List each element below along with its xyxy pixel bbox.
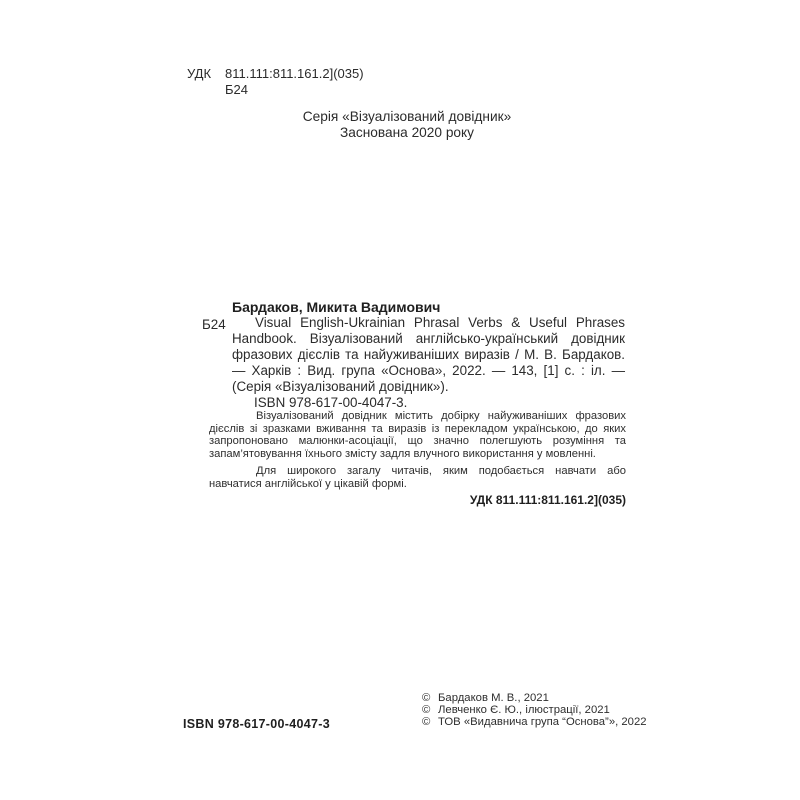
udc-label: УДК	[187, 66, 212, 81]
annotation-paragraph-1: Візуалізований довідник містить добірку найуживаніших фразових дієслів зі зразками вживання та виразів із перекладом українською, до яких запропоновано малюнки-асоціації, що значно полегшують розуміння та запам’ятовування їхнього змісту задля влучного використання у мовленні.	[209, 410, 626, 461]
series-founded: Заснована 2020 року	[339, 124, 475, 140]
author-index-code-top: Б24	[225, 82, 248, 97]
series-block	[185, 109, 629, 140]
udc-value: 811.111:811.161.2](035)	[225, 66, 364, 81]
copyright-list	[422, 693, 647, 729]
udc-bottom-line: УДК 811.111:811.161.2](035)	[469, 493, 626, 508]
bibliographic-description: Visual English-Ukrainian Phrasal Verbs & Useful Phrases Handbook. Візуалізований англійсько-український довідник фразових дієслів та найуживаніших виразів / М. В. Бардаков. — Харків : Вид. група «Основа», 2022. — 143, [1] с. : іл. — (Серія «Візуалізований довідник»).	[232, 315, 625, 394]
annotation-paragraph-2: Для широкого загалу читачів, яким подобається навчати або навчатися англійської у цікавій формі.	[209, 464, 626, 490]
card-index-code: Б24	[202, 317, 226, 332]
copyright-icon: ©	[422, 692, 431, 704]
isbn-footer: ISBN 978-617-00-4047-3	[183, 717, 330, 731]
isbn-card-line: ISBN 978-617-00-4047-3.	[254, 395, 408, 410]
annotation-block	[209, 410, 626, 507]
copyright-icon: ©	[422, 703, 431, 716]
copyright-text: Бардаков М. В., 2021	[438, 692, 549, 704]
copyright-icon: ©	[422, 715, 431, 728]
copyright-text: ТОВ «Видавнича група “Основа”», 2022	[438, 715, 647, 728]
catalogue-card	[232, 315, 625, 411]
copyright-row	[422, 717, 647, 729]
copyright-text: Левченко Є. Ю., ілюстрації, 2021	[438, 703, 610, 716]
udc-top-line	[187, 66, 364, 82]
author-heading: Бардаков, Микита Вадимович	[232, 299, 441, 315]
series-title: Серія «Візуалізований довідник»	[302, 109, 512, 124]
